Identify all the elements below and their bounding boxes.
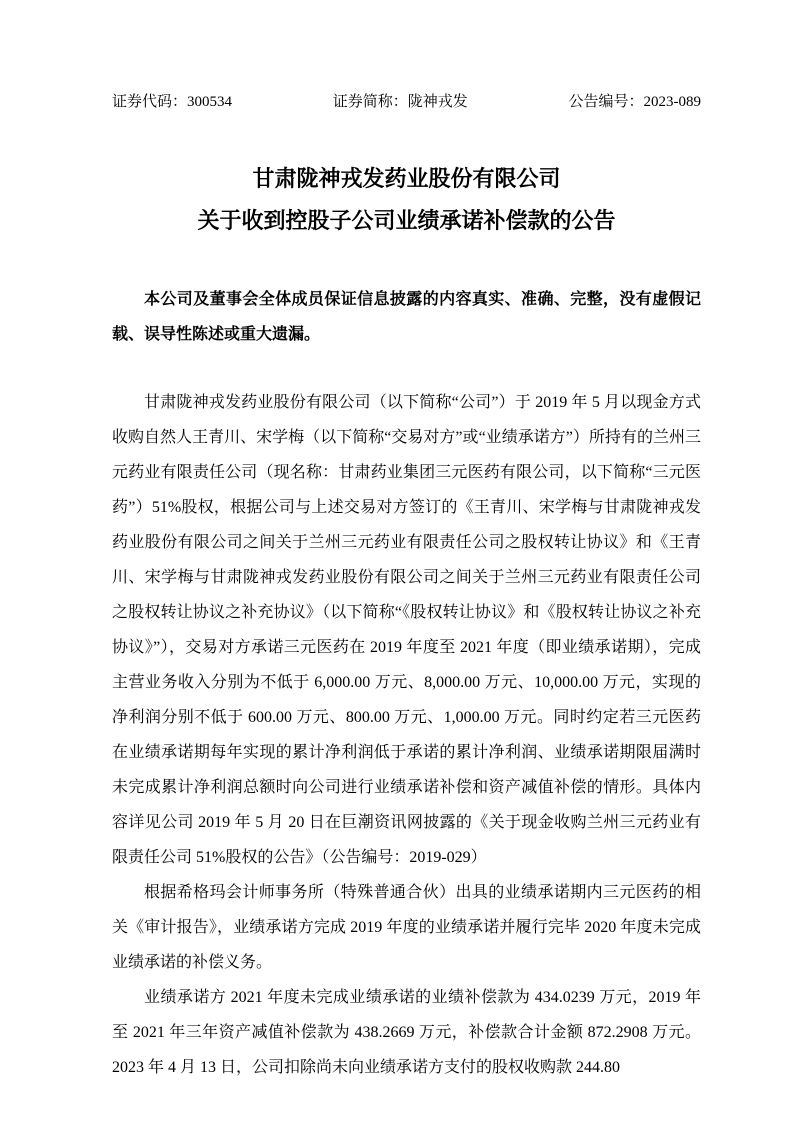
title-line-subject: 关于收到控股子公司业绩承诺补偿款的公告 xyxy=(197,208,616,233)
body-paragraph: 根据希格玛会计师事务所（特殊普通合伙）出具的业绩承诺期内三元医药的相关《审计报告》，业绩承诺方完成 2019 年度的业绩承诺并履行完毕 2020 年度未完成业绩承诺的补偿义务。 xyxy=(112,884,701,971)
announcement-number: 公告编号：2023-089 xyxy=(568,94,701,110)
title-line-company: 甘肃陇神戎发药业股份有限公司 xyxy=(252,166,561,191)
body-paragraph: 业绩承诺方 2021 年度未完成业绩承诺的业绩补偿款为 434.0239 万元，2019 年至 2021 年三年资产减值补偿款为 438.2669 万元，补偿款合计金额 872.2908 万元。2023 年 4 月 13 日，公司扣除尚未向业绩承诺方支付的股权收购款 244.80 xyxy=(112,989,701,1076)
stock-code: 证券代码：300534 xyxy=(112,94,233,110)
disclosure-declaration: 本公司及董事会全体成员保证信息披露的内容真实、准确、完整，没有虚假记载、误导性陈述或重大遗漏。 xyxy=(112,291,701,343)
document-body xyxy=(112,385,701,1085)
body-paragraph: 甘肃陇神戎发药业股份有限公司（以下简称“公司”）于 2019 年 5 月以现金方式收购自然人王青川、宋学梅（以下简称“交易对方”或“业绩承诺方”）所持有的兰州三元药业有限责任公司（现名称：甘肃药业集团三元医药有限公司，以下简称“三元医药”）51%股权，根据公司与上述交易对方签订的《王青川、宋学梅与甘肃陇神戎发药业股份有限公司之间关于兰州三元药业有限责任公司之股权转让协议》和《王青川、宋学梅与甘肃陇神戎发药业股份有限公司之间关于兰州三元药业有限责任公司之股权转让协议之补充协议》（以下简称“《股权转让协议》和《股权转让协议之补充协议》”），交易对方承诺三元医药在 2019 年度至 2021 年度（即业绩承诺期），完成主营业务收入分别为不低于 6,000.00 万元、8,000.00 万元、10,000.00 万元，实现的净利润分别不低于 600.00 万元、800.00 万元、1,000.00 万元。同时约定若三元医药在业绩承诺期每年实现的累计净利润低于承诺的累计净利润、业绩承诺期限届满时未完成累计净利润总额时向公司进行业绩承诺补偿和资产减值补偿的情形。具体内容详见公司 2019 年 5 月 20 日在巨潮资讯网披露的《关于现金收购兰州三元药业有限责任公司 51%股权的公告》（公告编号：2019-029） xyxy=(112,394,701,866)
document-header xyxy=(112,92,701,112)
stock-abbreviation: 证券简称：陇神戎发 xyxy=(332,94,468,110)
document-title xyxy=(112,158,701,242)
